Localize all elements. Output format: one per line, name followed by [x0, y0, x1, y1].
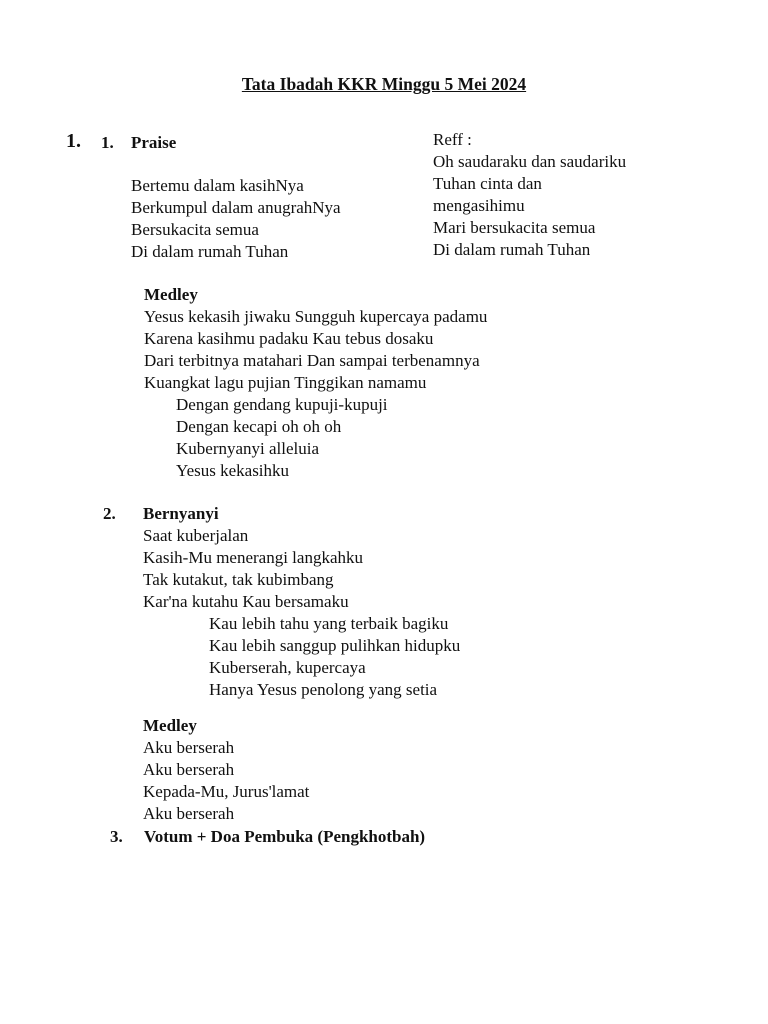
reff-block [433, 129, 626, 261]
verse-line: Berkumpul dalam anugrahNya [131, 198, 341, 217]
section-3-number: 3. [110, 827, 123, 846]
song-indent-line: Kuberserah, kupercaya [209, 658, 366, 677]
medley-line: Aku berserah [143, 804, 235, 823]
section-2-heading: Bernyanyi [143, 504, 219, 523]
verse-line: Di dalam rumah Tuhan [131, 242, 289, 261]
medley-line: Yesus kekasih jiwaku Sungguh kupercaya padamu [144, 307, 488, 326]
page-title: Tata Ibadah KKR Minggu 5 Mei 2024 [241, 74, 527, 94]
medley-line: Karena kasihmu padaku Kau tebus dosaku [144, 329, 434, 348]
song-line: Tak kutakut, tak kubimbang [143, 570, 334, 589]
medley-heading: Medley [144, 285, 198, 304]
medley-line: Kepada-Mu, Jurus'lamat [143, 782, 310, 801]
medley-1 [144, 284, 487, 482]
reff-label: Reff : [433, 130, 472, 149]
medley-heading: Medley [143, 716, 197, 735]
verse-line: Bertemu dalam kasihNya [131, 176, 304, 195]
reff-line: Di dalam rumah Tuhan [433, 240, 591, 259]
section-1-outer-number: 1. [66, 130, 81, 152]
medley-indent-line: Yesus kekasihku [176, 461, 290, 480]
medley-2 [143, 715, 309, 825]
medley-indent-line: Dengan kecapi oh oh oh [176, 417, 342, 436]
reff-line: mengasihimu [433, 196, 525, 215]
verse-line: Bersukacita semua [131, 220, 259, 239]
medley-indent-line: Dengan gendang kupuji-kupuji [176, 395, 388, 414]
medley-line: Kuangkat lagu pujian Tinggikan namamu [144, 373, 427, 392]
reff-line: Tuhan cinta dan [433, 174, 542, 193]
reff-line: Oh saudaraku dan saudariku [433, 152, 627, 171]
song-line: Kasih-Mu menerangi langkahku [143, 548, 363, 567]
reff-line: Mari bersukacita semua [433, 218, 596, 237]
section-1-number: 1. [101, 133, 114, 152]
song-indent-line: Kau lebih sanggup pulihkan hidupku [209, 636, 461, 655]
medley-indent-line: Kubernyanyi alleluia [176, 439, 320, 458]
song-indent-line: Hanya Yesus penolong yang setia [209, 680, 438, 699]
song-line: Saat kuberjalan [143, 526, 249, 545]
bernyanyi-block [143, 503, 460, 701]
song-indent-line: Kau lebih tahu yang terbaik bagiku [209, 614, 449, 633]
medley-line: Dari terbitnya matahari Dan sampai terbenamnya [144, 351, 480, 370]
praise-verse [131, 175, 341, 263]
medley-line: Aku berserah [143, 760, 235, 779]
song-line: Kar'na kutahu Kau bersamaku [143, 592, 349, 611]
section-2-number: 2. [103, 504, 116, 523]
section-3-heading: Votum + Doa Pembuka (Pengkhotbah) [144, 827, 426, 846]
section-1-heading: Praise [131, 133, 177, 152]
medley-line: Aku berserah [143, 738, 235, 757]
